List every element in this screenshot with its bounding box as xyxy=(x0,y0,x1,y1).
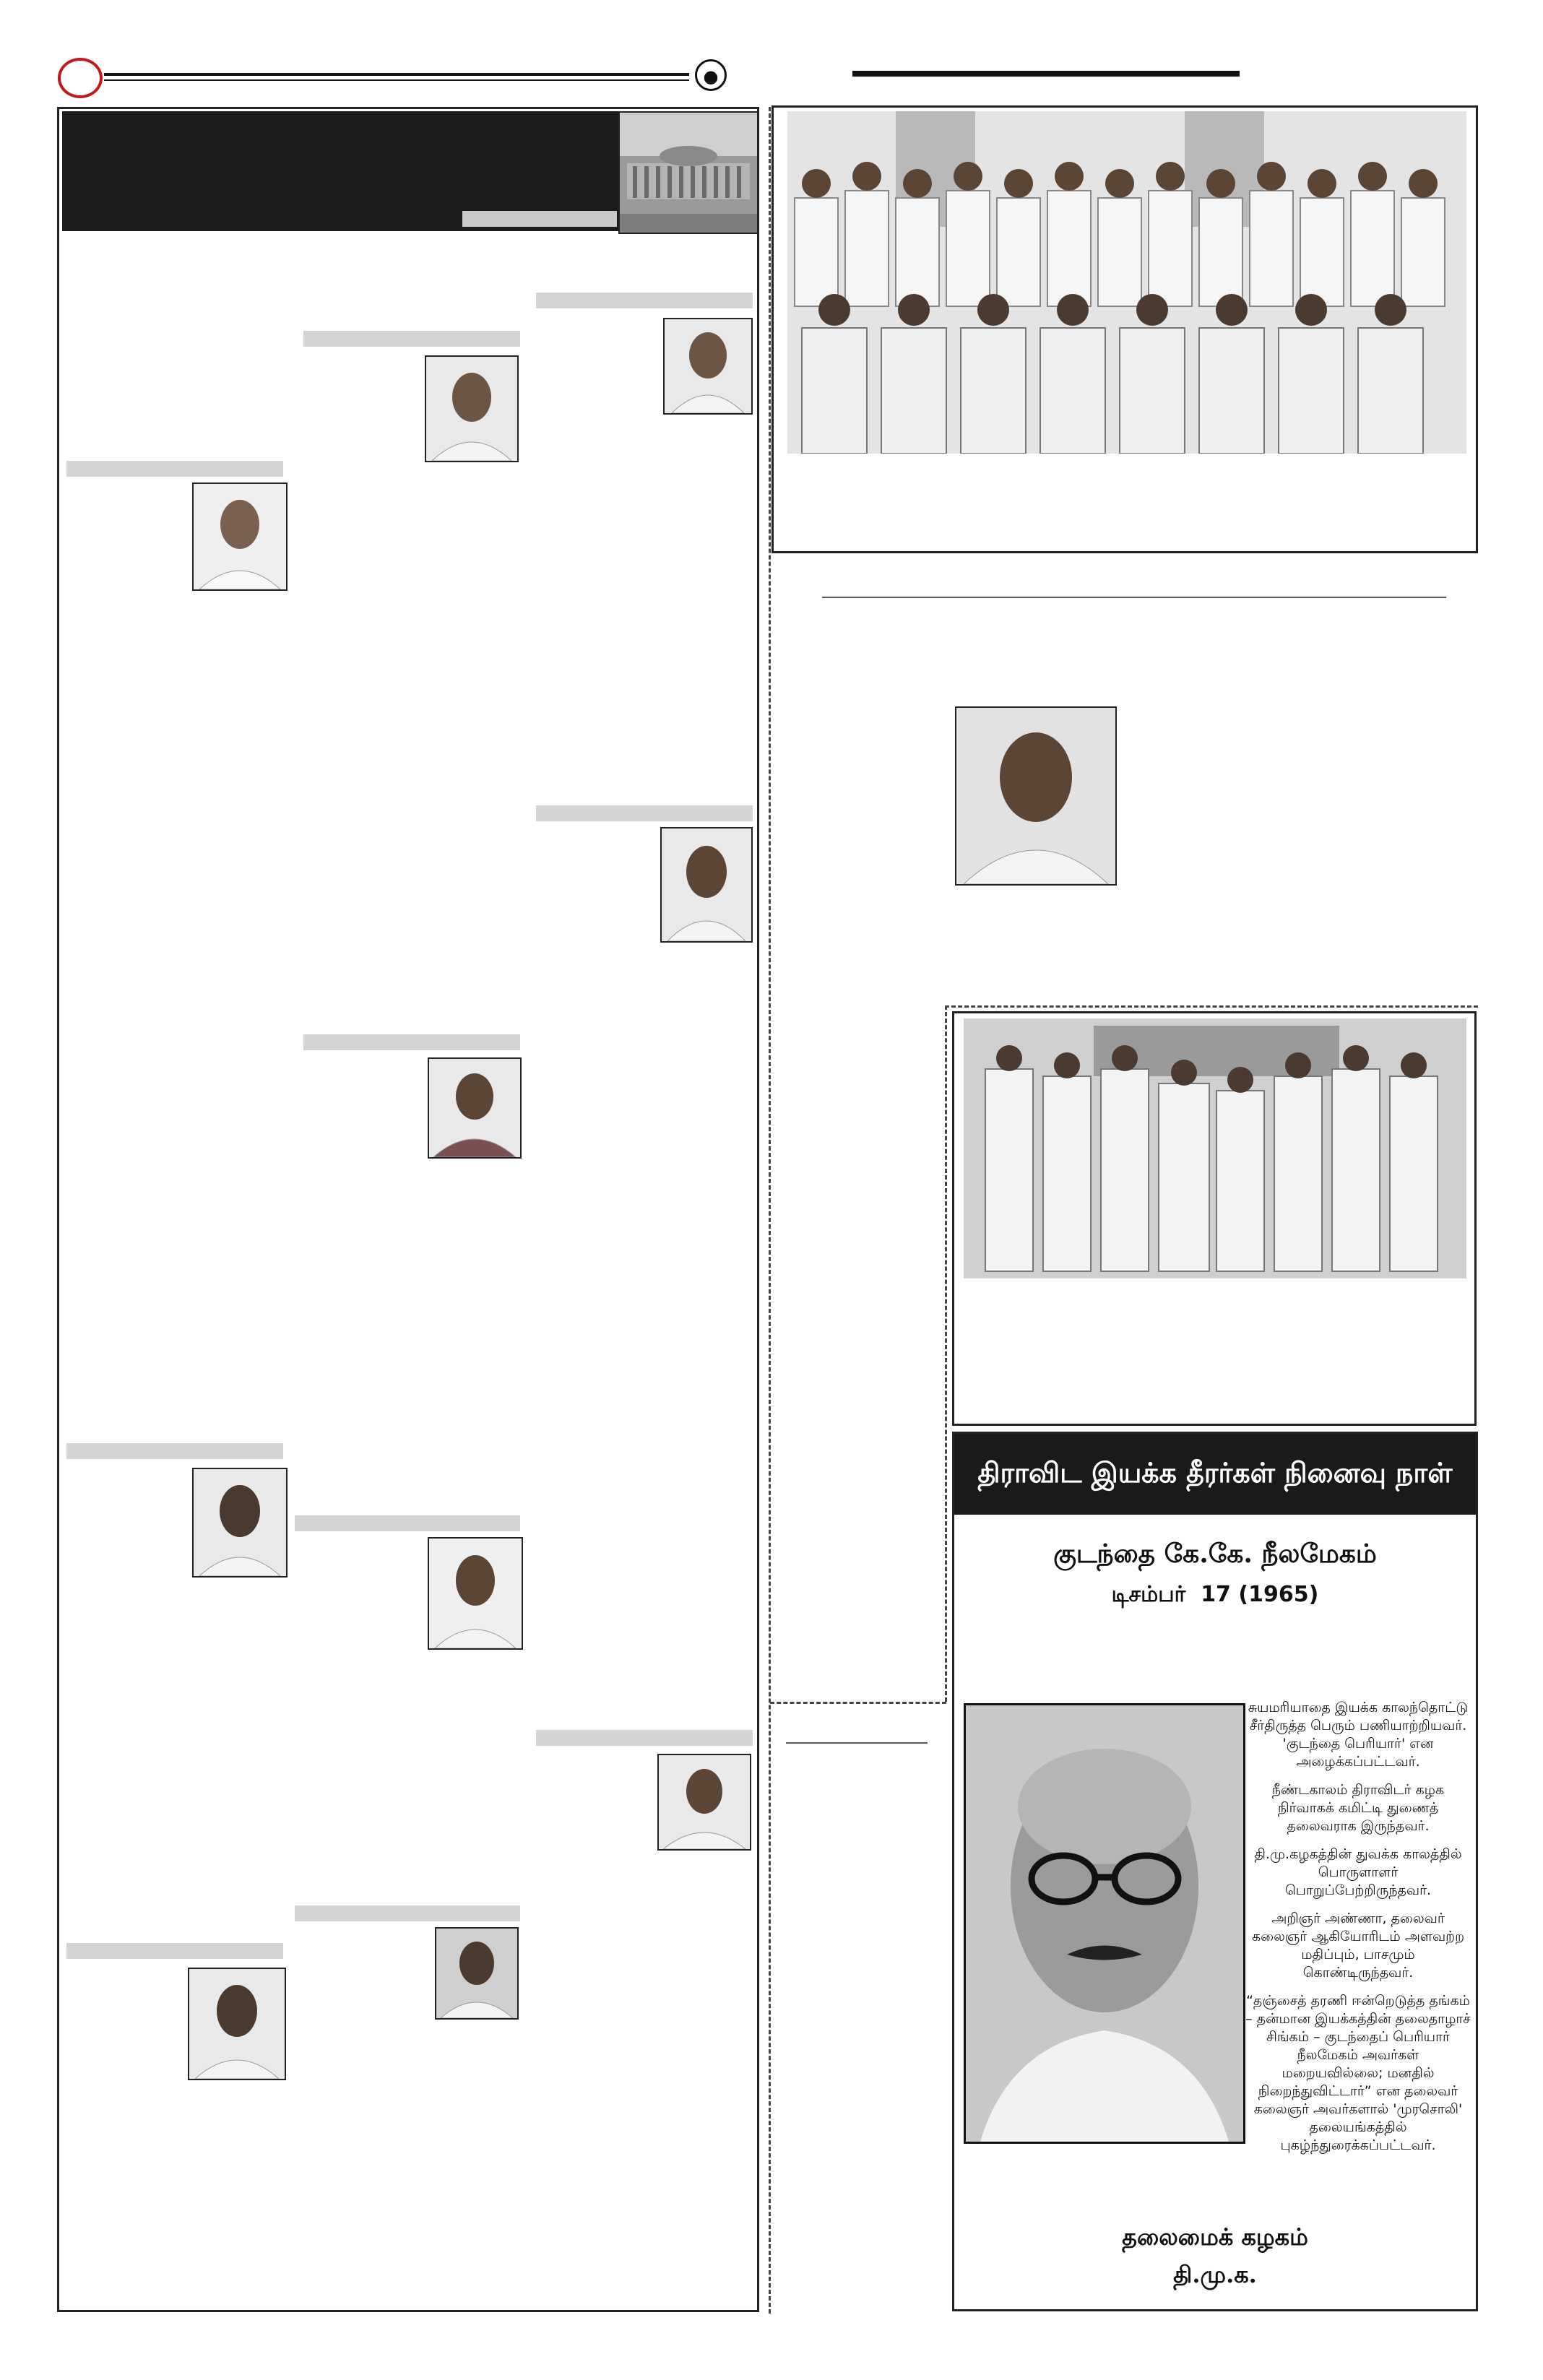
masthead-rule-top xyxy=(104,73,689,76)
memorial-portrait xyxy=(964,1703,1245,2144)
side-short-rule xyxy=(786,1742,928,1744)
portrait-photo xyxy=(192,1468,288,1578)
masthead-rule-bottom xyxy=(104,79,689,81)
parliament-building-image xyxy=(618,111,758,234)
byline-bar xyxy=(536,293,753,308)
section-rule xyxy=(822,597,1446,598)
memorial-footer-line2: தி.மு.க. xyxy=(1173,2261,1257,2288)
memorial-bio-paragraph: அறிஞர் அண்ணா, தலைவர் கலைஞர் ஆகியோரிடம் அளவற்ற மதிப்பும், பாசமும் கொண்டிருந்தவர். xyxy=(1251,1911,1465,1981)
byline-bar xyxy=(536,1730,753,1746)
portrait-photo xyxy=(660,827,753,943)
portrait-photo xyxy=(428,1537,523,1650)
award-ceremony-photo xyxy=(964,1018,1466,1278)
portrait-photo xyxy=(663,318,753,415)
memorial-footer-line1: தலைமைக் கழகம் xyxy=(1122,2223,1308,2251)
memorial-banner xyxy=(954,1434,1476,1515)
byline-bar xyxy=(66,1943,283,1959)
memorial-date: டிசம்பர் 17 (1965) xyxy=(1111,1582,1319,1607)
column-divider xyxy=(769,107,771,2314)
portrait-photo xyxy=(428,1057,522,1159)
side-dashed-separator xyxy=(770,1702,946,1704)
memorial-bio xyxy=(1245,1699,1471,2165)
box-dashed-border-left xyxy=(945,1005,947,1702)
portrait-photo xyxy=(435,1927,519,2020)
portrait-photo xyxy=(192,483,288,591)
group-photo xyxy=(787,111,1466,454)
portrait-photo xyxy=(955,706,1117,886)
memorial-bio-paragraph: “தஞ்சைத் தரணி ஈன்றெடுத்த தங்கம் – தன்மான இயக்கத்தின் தலைதாழாச் சிங்கம் – குடந்தைப் பெரியார் நீலமேகம் அவர்கள் மறையவில்லை; மனதில் நிறைந்துவிட்டார்” என தலைவர் கலைஞர் அவர்களால் 'முரசொலி' தலையங்கத்தில் புகழ்ந்துரைக்கப்பட்டவர். xyxy=(1245,1993,1471,2153)
box-dashed-border-top xyxy=(945,1005,1478,1008)
byline-bar xyxy=(66,461,283,477)
memorial-name: குடந்தை கே.கே. நீலமேகம் xyxy=(1053,1539,1377,1569)
portrait-photo xyxy=(657,1754,751,1851)
masthead-circle-logo xyxy=(58,58,103,98)
left-column-frame xyxy=(57,107,759,2312)
memorial-bio-paragraph: சுயமரியாதை இயக்க காலந்தொட்டு சீர்திருத்த பெரும் பணியாற்றியவர். 'குடந்தை பெரியார்' என அழைக்கப்பட்டவர். xyxy=(1248,1700,1469,1770)
byline-bar xyxy=(295,1905,520,1921)
rising-sun-emblem-icon xyxy=(695,59,727,91)
section-header-subtitle-bar xyxy=(462,211,617,227)
memorial-bio-paragraph: தி.மு.கழகத்தின் துவக்க காலத்தில் பொருளாளர் பொறுப்பேற்றிருந்தவர். xyxy=(1254,1846,1462,1898)
byline-bar xyxy=(303,1034,520,1050)
memorial-bio-paragraph: நீண்டகாலம் திராவிடர் கழக நிர்வாகக் கமிட்டி துணைத் தலைவராக இருந்தவர். xyxy=(1271,1782,1445,1834)
byline-bar xyxy=(66,1443,283,1459)
byline-bar xyxy=(295,1515,520,1531)
masthead-rule-right xyxy=(852,71,1240,77)
byline-bar xyxy=(303,331,520,347)
memorial-banner-title: திராவிட இயக்க தீரர்கள் நினைவு நாள் xyxy=(977,1455,1453,1489)
byline-bar xyxy=(536,805,753,821)
portrait-photo xyxy=(425,355,519,462)
portrait-photo xyxy=(188,1968,286,2080)
